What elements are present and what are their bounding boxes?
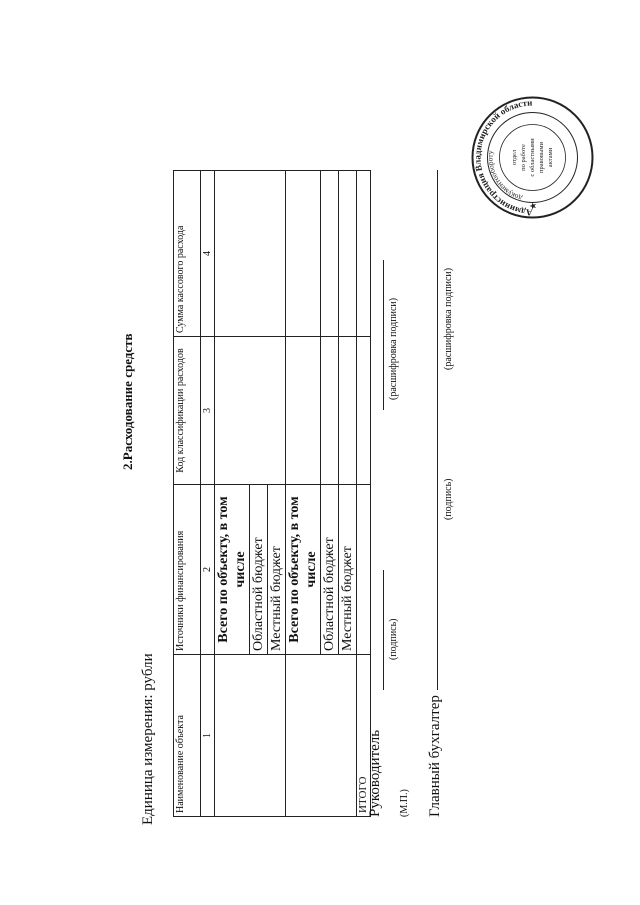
svg-text:документообороту: документообороту xyxy=(485,149,524,204)
table-row: Всего по объекту, в том числе xyxy=(286,485,321,655)
table-row: Местный бюджет xyxy=(339,485,357,655)
col-number: 1 xyxy=(201,655,215,817)
accountant-label: Главный бухгалтер xyxy=(427,695,443,817)
code-cell xyxy=(286,337,321,485)
total-label: ИТОГО xyxy=(357,655,371,817)
table-row: Всего по объекту, в том числе xyxy=(215,485,250,655)
svg-text:по работе: по работе xyxy=(520,144,527,171)
col-number: 2 xyxy=(201,485,215,655)
head-label: Руководитель xyxy=(367,729,383,817)
svg-text:Администрация Владимирской обл: Администрация Владимирской области xyxy=(472,97,533,218)
header-cash-amount: Сумма кассового расхода xyxy=(174,171,201,337)
amount-cell xyxy=(215,171,286,337)
table-row: Областной бюджет xyxy=(250,485,268,655)
page-title: 2.Расходование средств xyxy=(120,333,135,470)
amount-cell xyxy=(339,171,357,337)
svg-text:с областными: с областными xyxy=(529,138,536,177)
col-number: 4 xyxy=(201,171,215,337)
accountant-decode-line xyxy=(437,170,438,460)
svg-text:актами: актами xyxy=(547,147,554,168)
total-cell xyxy=(357,485,371,655)
col-number: 3 xyxy=(201,337,215,485)
header-funding-source: Источники финансирования xyxy=(174,485,201,655)
head-signature-line xyxy=(383,570,384,690)
total-cell xyxy=(357,171,371,337)
table-row: Местный бюджет xyxy=(268,485,286,655)
code-cell xyxy=(321,337,339,485)
object-name-cell xyxy=(215,655,286,817)
amount-cell xyxy=(286,171,321,337)
signature-hint: (подпись) xyxy=(388,618,399,660)
accountant-signature-line xyxy=(437,450,438,690)
table-row: Областной бюджет xyxy=(321,485,339,655)
header-object-name: Наименование объекта xyxy=(174,655,201,817)
object-name-cell xyxy=(286,655,357,817)
signature-hint: (подпись) xyxy=(443,478,454,520)
decode-hint: (расшифровка подписи) xyxy=(443,267,454,370)
expenditure-table xyxy=(173,170,371,817)
total-cell xyxy=(357,337,371,485)
header-expense-code: Код классификации расходов xyxy=(174,337,201,485)
svg-text:★: ★ xyxy=(528,201,538,210)
decode-hint: (расшифровка подписи) xyxy=(388,297,399,400)
seal-label: (М.П.) xyxy=(399,789,410,817)
code-cell xyxy=(215,337,286,485)
svg-text:отдел: отдел xyxy=(511,149,518,166)
code-cell xyxy=(339,337,357,485)
head-decode-line xyxy=(383,260,384,410)
svg-text:правовыми: правовыми xyxy=(538,142,545,173)
official-stamp xyxy=(470,95,595,220)
amount-cell xyxy=(321,171,339,337)
unit-label: Единица измерения: рубли xyxy=(140,653,156,825)
